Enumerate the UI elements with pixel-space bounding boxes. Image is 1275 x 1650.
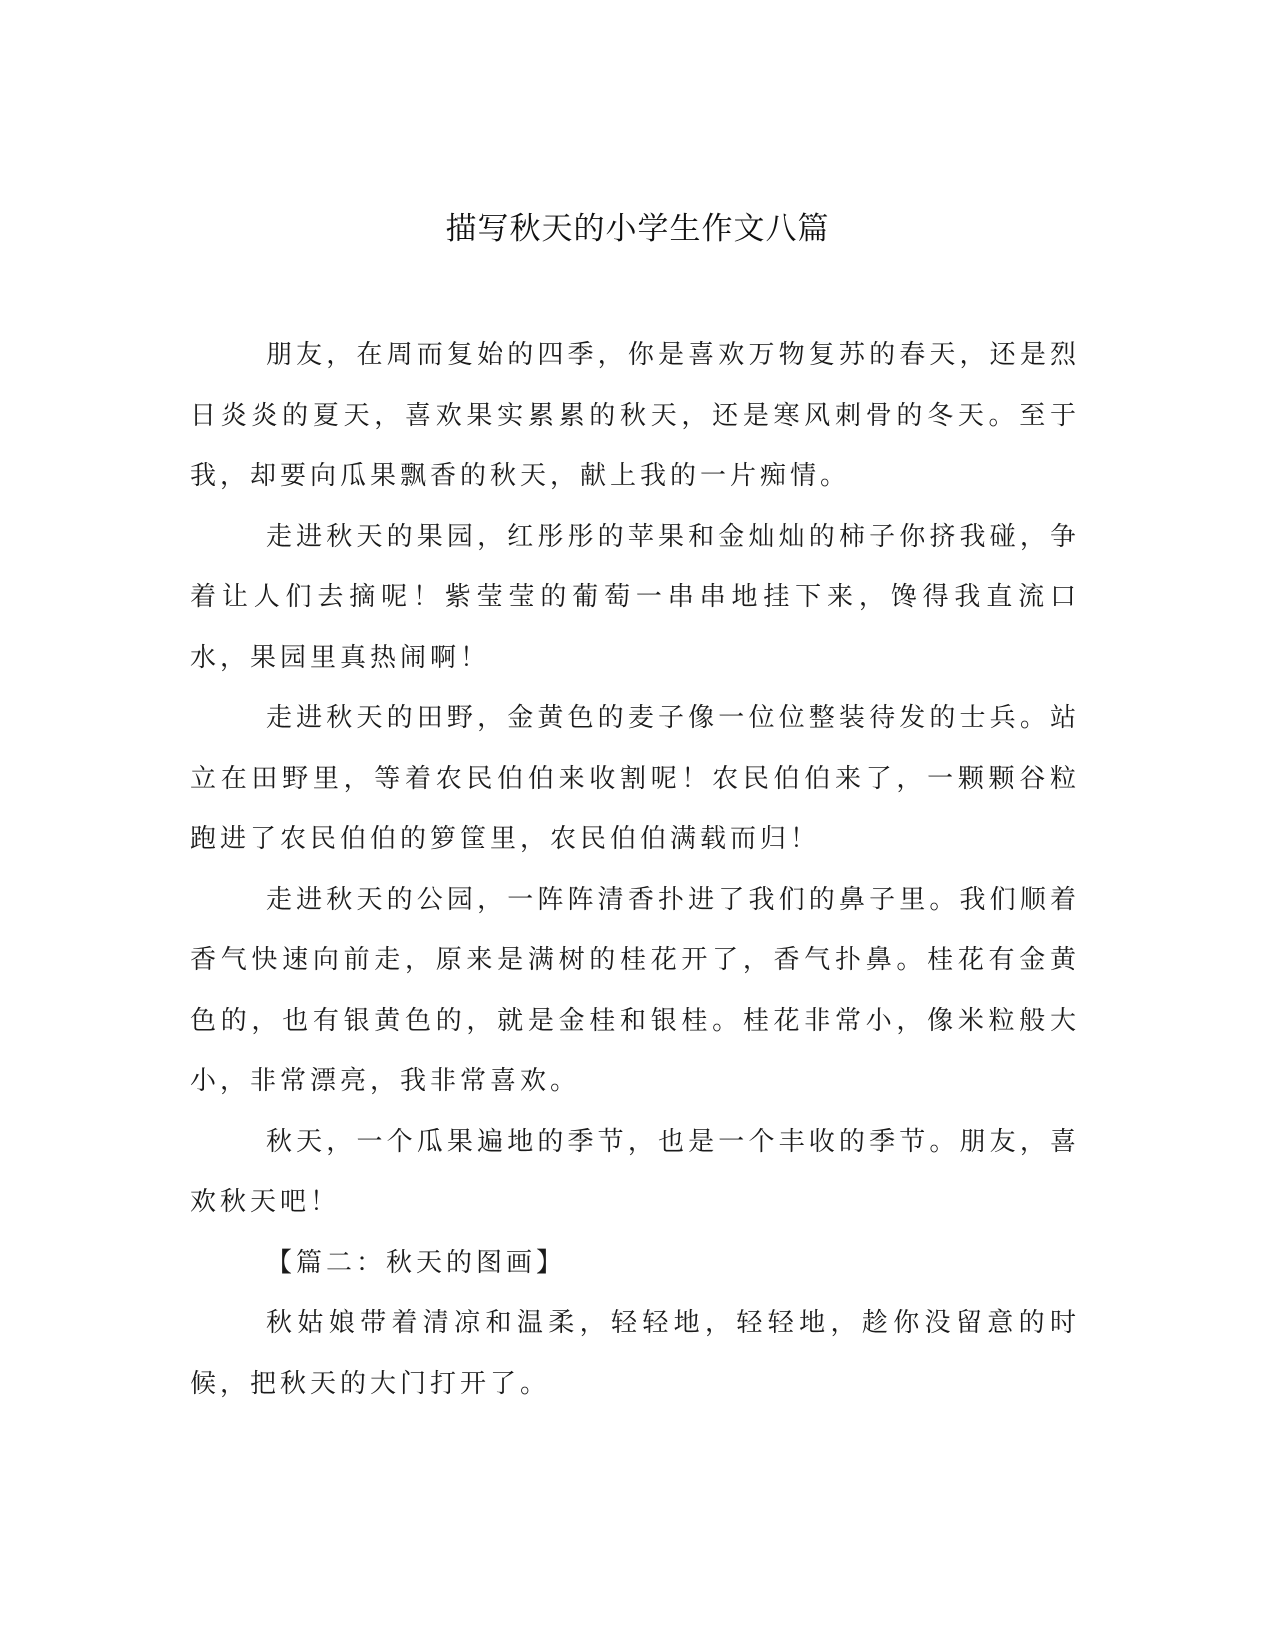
section-paragraph-1: 秋姑娘带着清凉和温柔，轻轻地，轻轻地，趁你没留意的时候，把秋天的大门打开了。 bbox=[190, 1308, 1080, 1399]
section-heading: 【篇二：秋天的图画】 bbox=[266, 1247, 567, 1278]
document-body bbox=[190, 325, 1080, 1414]
paragraph-4: 走进秋天的公园，一阵阵清香扑进了我们的鼻子里。我们顺着香气快速向前走，原来是满树的桂花开了，香气扑鼻。桂花有金黄色的，也有银黄色的，就是金桂和银桂。桂花非常小，像米粒般大小，非常漂亮，我非常喜欢。 bbox=[190, 884, 1080, 1096]
document-title: 描写秋天的小学生作文八篇 bbox=[445, 211, 830, 247]
paragraph-5: 秋天，一个瓜果遍地的季节，也是一个丰收的季节。朋友，喜欢秋天吧！ bbox=[190, 1126, 1080, 1217]
paragraph-2: 走进秋天的果园，红彤彤的苹果和金灿灿的柿子你挤我碰，争着让人们去摘呢！紫莹莹的葡萄一串串地挂下来，馋得我直流口水，果园里真热闹啊！ bbox=[190, 521, 1080, 673]
paragraph-1: 朋友，在周而复始的四季，你是喜欢万物复苏的春天，还是烈日炎炎的夏天，喜欢果实累累的秋天，还是寒风刺骨的冬天。至于我，却要向瓜果飘香的秋天，献上我的一片痴情。 bbox=[190, 340, 1080, 491]
paragraph-3: 走进秋天的田野，金黄色的麦子像一位位整装待发的士兵。站立在田野里，等着农民伯伯来收割呢！农民伯伯来了，一颗颗谷粒跑进了农民伯伯的箩筐里，农民伯伯满载而归！ bbox=[190, 703, 1080, 854]
